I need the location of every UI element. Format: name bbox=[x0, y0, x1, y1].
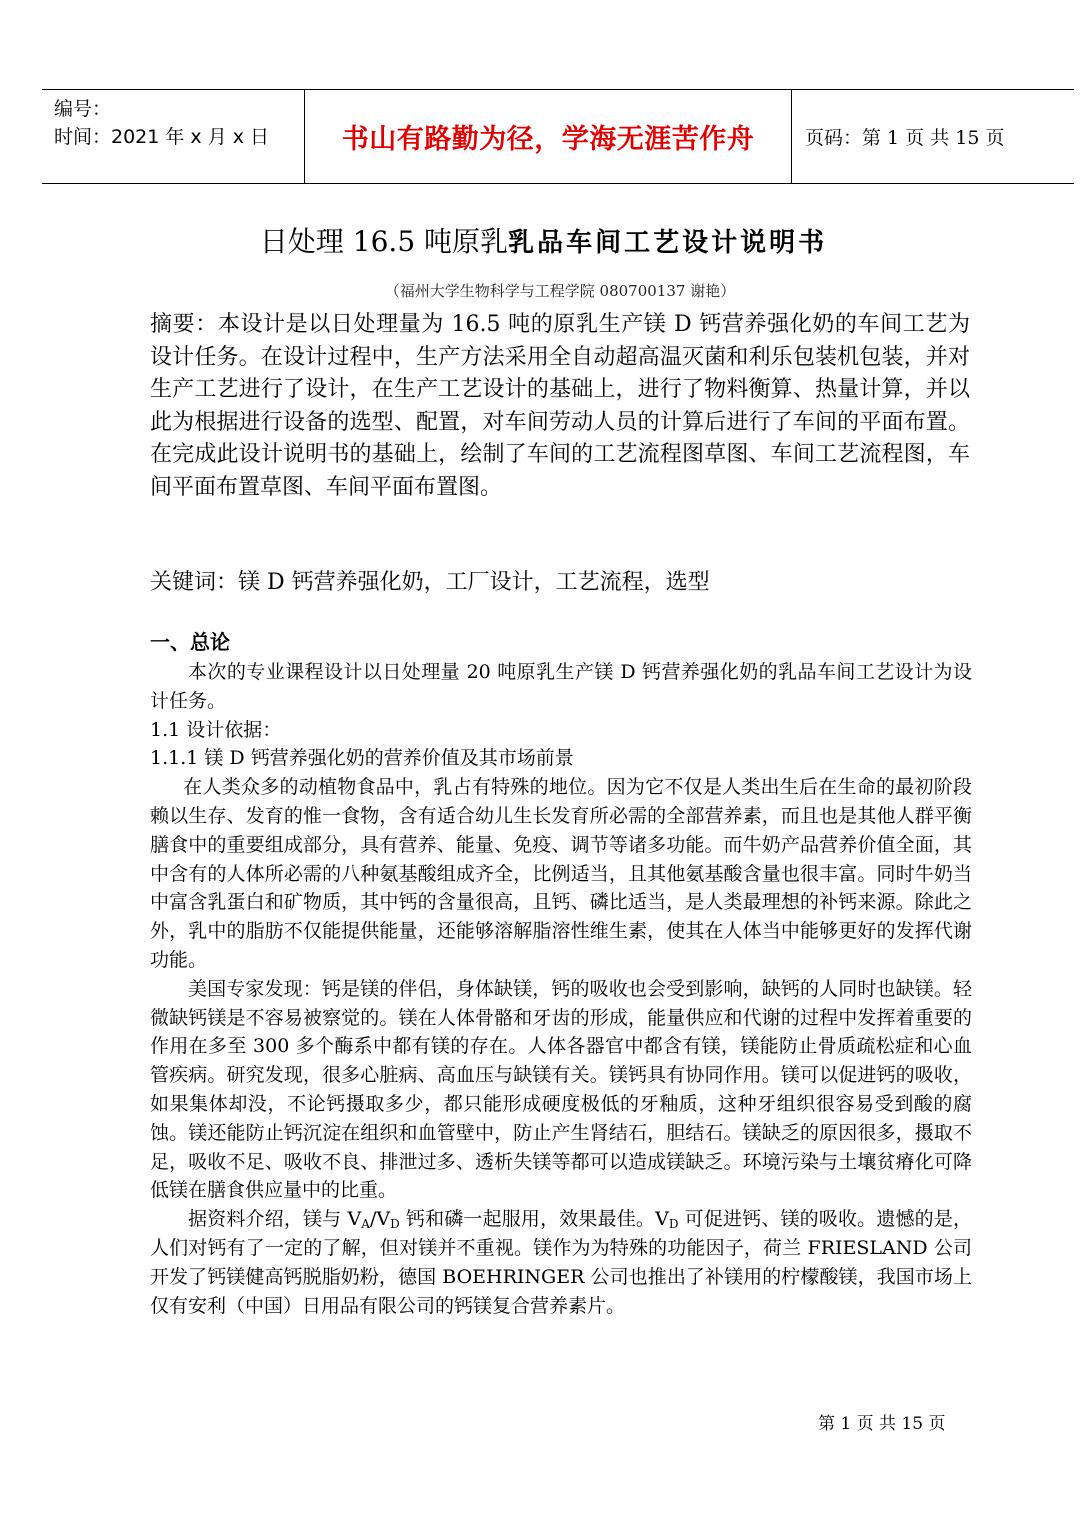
subsubsection-heading: 1.1.1 镁 D 钙营养强化奶的营养价值及其市场前景 bbox=[150, 747, 574, 770]
subscript: D bbox=[390, 1217, 400, 1232]
page-footer: 第 1 页 共 15 页 bbox=[818, 1414, 946, 1434]
text-run: /V bbox=[369, 1208, 391, 1231]
doc-number-label: 编号： bbox=[54, 98, 112, 120]
body-text bbox=[150, 658, 972, 1320]
header-page-label: 页码：第 1 页 共 15 页 bbox=[805, 127, 1005, 149]
subscript: A bbox=[361, 1217, 370, 1232]
doc-title bbox=[0, 220, 1087, 260]
header-motto-cell bbox=[305, 90, 792, 183]
motto-text: 书山有路勤为径，学海无涯苦作舟 bbox=[341, 124, 755, 155]
title-part-2: 乳品车间工艺设计说明书 bbox=[508, 228, 828, 258]
subsection-heading: 1.1 设计依据： bbox=[150, 718, 282, 741]
section-heading: 一、总论 bbox=[150, 630, 230, 654]
text-run: 可促进钙、镁的吸收。遗憾的是，人们对钙有了一定的了解，但对镁并不重视。镁作为为特殊的功能因子，荷兰 FRIESLAND 公司开发了钙镁健高钙脱脂奶粉，德国 BOEHRINGER 公司也推出了补镁用的柠檬酸镁，我国市场上仅有安利（中国）日用品有限公司的钙镁复合营养素片。 bbox=[150, 1208, 973, 1317]
paragraph: 本次的专业课程设计以日处理量 20 吨原乳生产镁 D 钙营养强化奶的乳品车间工艺设计为设计任务。 bbox=[150, 661, 972, 712]
header-meta-cell bbox=[42, 90, 305, 183]
subscript: D bbox=[668, 1217, 679, 1232]
header-page-cell bbox=[792, 90, 1074, 183]
abstract: 摘要：本设计是以日处理量为 16.5 吨的原乳生产镁 D 钙营养强化奶的车间工艺为设计任务。在设计过程中，生产方法采用全自动超高温灭菌和利乐包装机包装，并对生产工艺进行了设计，在生产工艺设计的基础上，进行了物料衡算、热量计算，并以此为根据进行设备的选型、配置，对车间劳动人员的计算后进行了车间的平面布置。在完成此设计说明书的基础上，绘制了车间的工艺流程图草图、车间工艺流程图，车间平面布置草图、车间平面布置图。 bbox=[150, 312, 970, 500]
text-run: 据资料介绍，镁与 V bbox=[188, 1208, 362, 1231]
paragraph bbox=[150, 1205, 972, 1320]
keywords: 关键词：镁 D 钙营养强化奶，工厂设计，工艺流程，选型 bbox=[150, 570, 710, 595]
header-table bbox=[42, 89, 1074, 184]
affiliation: （福州大学生物科学与工程学院 080700137 谢艳） bbox=[384, 282, 736, 300]
title-part-1: 日处理 16.5 吨原乳 bbox=[259, 225, 509, 258]
text-run: 钙和磷一起服用，效果最佳。V bbox=[399, 1208, 669, 1231]
paragraph: 美国专家发现：钙是镁的伴侣，身体缺镁，钙的吸收也会受到影响，缺钙的人同时也缺镁。轻微缺钙镁是不容易被察觉的。镁在人体骨骼和牙齿的形成，能量供应和代谢的过程中发挥着重要的作用在多至 300 多个酶系中都有镁的存在。人体各器官中都含有镁，镁能防止骨质疏松症和心血管疾病。研究发现，很多心脏病、高血压与缺镁有关。镁钙具有协同作用。镁可以促进钙的吸收，如果集体却没，不论钙摄取多少，都只能形成硬度极低的牙釉质，这种牙组织很容易受到酸的腐蚀。镁还能防止钙沉淀在组织和血管壁中，防止产生肾结石，胆结石。镁缺乏的原因很多，摄取不足，吸收不足、吸收不良、排泄过多、透析失镁等都可以造成镁缺乏。环境污染与土壤贫瘠化可降低镁在膳食供应量中的比重。 bbox=[150, 977, 972, 1202]
paragraph: 在人类众多的动植物食品中，乳占有特殊的地位。因为它不仅是人类出生后在生命的最初阶段赖以生存、发育的惟一食物，含有适合幼儿生长发育所必需的全部营养素，而且也是其他人群平衡膳食中的重要组成部分，具有营养、能量、免疫、调节等诸多功能。而牛奶产品营养价值全面，其中含有的人体所必需的八种氨基酸组成齐全，比例适当，且其他氨基酸含量也很丰富。同时牛奶当中富含乳蛋白和矿物质，其中钙的含量很高，且钙、磷比适当，是人类最理想的补钙来源。除此之外，乳中的脂肪不仅能提供能量，还能够溶解脂溶性维生素，使其在人体当中能够更好的发挥代谢功能。 bbox=[150, 776, 972, 971]
doc-time-label: 时间：2021 年 x 月 x 日 bbox=[54, 126, 270, 148]
